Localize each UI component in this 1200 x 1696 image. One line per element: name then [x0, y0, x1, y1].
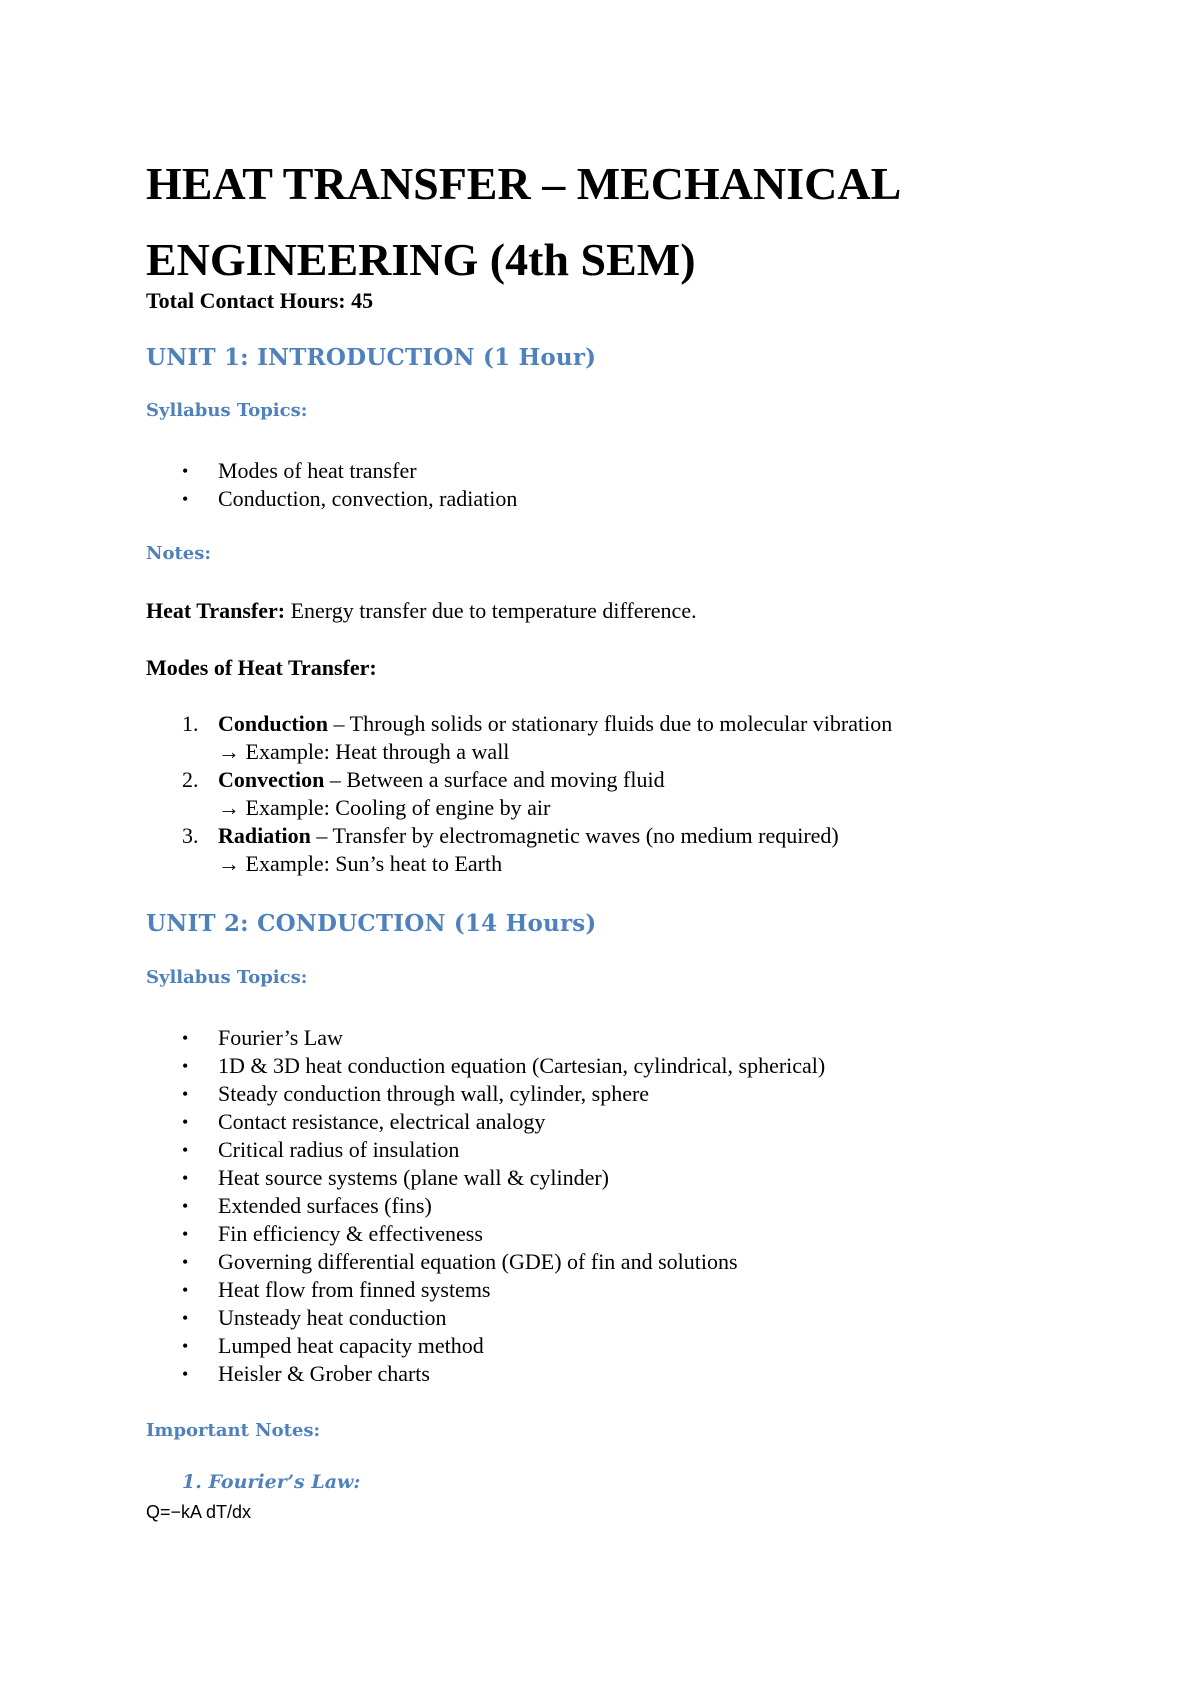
title-line-1: HEAT TRANSFER – MECHANICAL	[146, 158, 902, 209]
list-item: • Lumped heat capacity method	[182, 1333, 484, 1358]
list-item: • Heat flow from finned systems	[182, 1277, 491, 1302]
list-item: • Conduction, convection, radiation	[182, 486, 518, 511]
list-item: • Critical radius of insulation	[182, 1137, 460, 1162]
list-item: • Steady conduction through wall, cylinder, sphere	[182, 1081, 650, 1106]
modes-label: Modes of Heat Transfer:	[146, 655, 377, 680]
mode-item-conduction: 1. Conduction – Through solids or stationary fluids due to molecular vibration → Example: Heat through a wall	[182, 711, 893, 764]
title-line-2: ENGINEERING (4th SEM)	[146, 234, 696, 285]
list-item: • Heisler & Grober charts	[182, 1361, 430, 1386]
unit2-syllabus-label: Syllabus Topics:	[146, 967, 308, 988]
heat-transfer-definition: Heat Transfer: Energy transfer due to temperature difference.	[146, 598, 697, 623]
list-item: • Fourier’s Law	[182, 1025, 343, 1050]
unit1-topic-list	[146, 457, 517, 513]
bullet-icon: •	[182, 1196, 189, 1216]
bullet-icon: •	[182, 1224, 189, 1244]
bullet-icon: •	[182, 1056, 189, 1076]
list-item: • Unsteady heat conduction	[182, 1305, 447, 1330]
total-contact-hours: Total Contact Hours: 45	[146, 288, 374, 313]
bullet-icon: •	[182, 1140, 189, 1160]
bullet-icon: •	[182, 1028, 189, 1048]
list-item: • Heat source systems (plane wall & cylinder)	[182, 1165, 609, 1190]
document-title	[146, 146, 1146, 298]
modes-list	[146, 710, 892, 878]
bullet-icon: •	[182, 1112, 189, 1132]
bullet-icon: •	[182, 1252, 189, 1272]
bullet-icon: •	[182, 489, 189, 509]
unit1-heading: UNIT 1: INTRODUCTION (1 Hour)	[146, 344, 597, 371]
fouriers-law-heading: 1. Fourier’s Law:	[182, 1471, 361, 1493]
bullet-icon: •	[182, 1308, 189, 1328]
list-item: • Modes of heat transfer	[182, 458, 417, 483]
unit1-notes-label: Notes:	[146, 543, 212, 564]
list-item: • Governing differential equation (GDE) of fin and solutions	[182, 1249, 738, 1274]
bullet-icon: •	[182, 1280, 189, 1300]
bullet-icon: •	[182, 1336, 189, 1356]
important-notes-label: Important Notes:	[146, 1420, 321, 1441]
list-item: • Contact resistance, electrical analogy	[182, 1109, 546, 1134]
mode-item-convection: 2. Convection – Between a surface and moving fluid → Example: Cooling of engine by air	[182, 767, 665, 820]
bullet-icon: •	[182, 1364, 189, 1384]
list-item: • Extended surfaces (fins)	[182, 1193, 432, 1218]
list-item: • Fin efficiency & effectiveness	[182, 1221, 483, 1246]
fouriers-law-formula: Q=−kA dT/dx	[146, 1502, 252, 1522]
bullet-icon: •	[182, 1084, 189, 1104]
list-item: • 1D & 3D heat conduction equation (Cartesian, cylindrical, spherical)	[182, 1053, 826, 1078]
bullet-icon: •	[182, 1168, 189, 1188]
unit2-topic-list	[146, 1024, 825, 1388]
unit2-heading: UNIT 2: CONDUCTION (14 Hours)	[146, 910, 597, 937]
bullet-icon: •	[182, 461, 189, 481]
mode-item-radiation: 3. Radiation – Transfer by electromagnetic waves (no medium required) → Example: Sun’s heat to Earth	[182, 823, 839, 876]
unit1-syllabus-label: Syllabus Topics:	[146, 400, 308, 421]
